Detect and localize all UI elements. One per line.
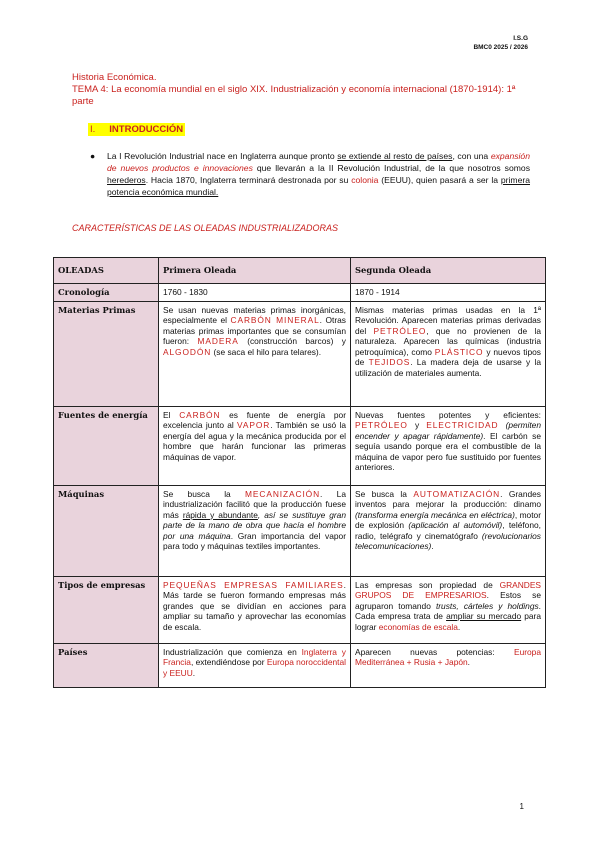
row-label: Países (54, 643, 159, 687)
cell-second: Se busca la AUTOMATIZACIÓN. Grandes inventos para mejorar la producción: dinamo (transforma energía mecánica en eléctrica), motor de explosión (aplicación al automóvil), teléfono, radio, telégrafo y cinematógrafo (revolucionarios telecomunicaciones). (351, 485, 546, 576)
author-initials: I.S.G (513, 35, 528, 42)
row-paises (54, 643, 546, 687)
cell-second: Las empresas son propiedad de GRANDES GRUPOS DE EMPRESARIOS. Estos se agruparon tomando trusts, cárteles y holdings. Cada empresa trata de ampliar su mercado para lograr economías de escala. (351, 576, 546, 643)
course-code: BMC0 2025 / 2026 (473, 44, 528, 51)
intro-paragraph: La I Revolución Industrial nace en Inglaterra aunque pronto se extiende al resto de países, con una expansión de nuevos productos e innovaciones que llevarán a la II Revolución Industrial, de la que nosotros somos herederos. Hacia 1870, Inglaterra terminará destronada por su colonia (EEUU), quien pasará a ser la primera potencia económica mundial. (107, 151, 530, 197)
section-label: INTRODUCCIÓN (109, 124, 184, 135)
table-header-row (54, 258, 546, 284)
row-maquinas (54, 485, 546, 576)
row-label: Máquinas (54, 485, 159, 576)
cell-first: PEQUEÑAS EMPRESAS FAMILIARES. Más tarde se fueron formando empresas más grandes que se dividían en acciones para ampliar su tamaño y aprovechar las economías de escala. (159, 576, 351, 643)
row-energia (54, 406, 546, 485)
cell-first: Se busca la MECANIZACIÓN. La industrialización facilitó que la producción fuese más rápida y abundante, así se sustituye gran parte de la mano de obra que hacía el hombre por una máquina. Gran importancia del vapor para todo y máquinas textiles importantes. (159, 485, 351, 576)
page-header (473, 34, 528, 52)
header-segunda: Segunda Oleada (351, 258, 546, 284)
cell-second: Mismas materias primas usadas en la 1ª Revolución. Aparecen materias primas derivadas del PETRÓLEO, que no provienen de la naturaleza. Aparecen las químicas (industria petroquímica), como PLÁSTICO y nuevos tipos de TEJIDOS. La madera deja de usarse y la utilización de materiales aumenta. (351, 301, 546, 406)
section-heading (88, 124, 185, 135)
row-label: Materias Primas (54, 301, 159, 406)
page-number: 1 (519, 802, 524, 811)
cell-second: Nuevas fuentes potentes y eficientes: PETRÓLEO y ELECTRICIDAD (permiten encender y apagar rápidamente). El carbón se seguía usando porque era el combustible de la máquina de vapor pero fue sustituido por fuentes anteriores. (351, 406, 546, 485)
oleadas-table (53, 257, 546, 688)
cell-first: Industrialización que comienza en Inglaterra y Francia, extendiéndose por Europa noroccidental y EEUU. (159, 643, 351, 687)
header-oleadas: OLEADAS (54, 258, 159, 284)
cell-second: Aparecen nuevas potencias: Europa Mediterránea + Rusia + Japón. (351, 643, 546, 687)
cell-first: 1760 - 1830 (159, 284, 351, 302)
section-number: I. (90, 124, 96, 135)
bullet-icon: ● (90, 151, 96, 161)
row-cronologia (54, 284, 546, 302)
cell-first: El CARBÓN es fuente de energía por excelencia junto al VAPOR. También se usó la energía del agua y la mecánica producida por el hombre que harán funcionar las primeras máquinas de vapor. (159, 406, 351, 485)
row-materias (54, 301, 546, 406)
topic-title: TEMA 4: La economía mundial en el siglo XIX. Industrialización y economía internacional (1870-1914): 1ª parte (72, 84, 516, 107)
cell-second: 1870 - 1914 (351, 284, 546, 302)
intro-bullet (90, 150, 530, 198)
row-label: Cronología (54, 284, 159, 302)
document-titles (72, 72, 528, 108)
row-empresas (54, 576, 546, 643)
course-title: Historia Económica. (72, 72, 157, 83)
cell-first: Se usan nuevas materias primas inorgánicas, especialmente el CARBÓN MINERAL. Otras materias primas importantes que se consumían fueron: MADERA (construcción barcos) y ALGODÓN (se saca el hilo para telares). (159, 301, 351, 406)
row-label: Tipos de empresas (54, 576, 159, 643)
table-title: CARACTERÍSTICAS DE LAS OLEADAS INDUSTRIALIZADORAS (72, 223, 339, 233)
row-label: Fuentes de energía (54, 406, 159, 485)
header-primera: Primera Oleada (159, 258, 351, 284)
